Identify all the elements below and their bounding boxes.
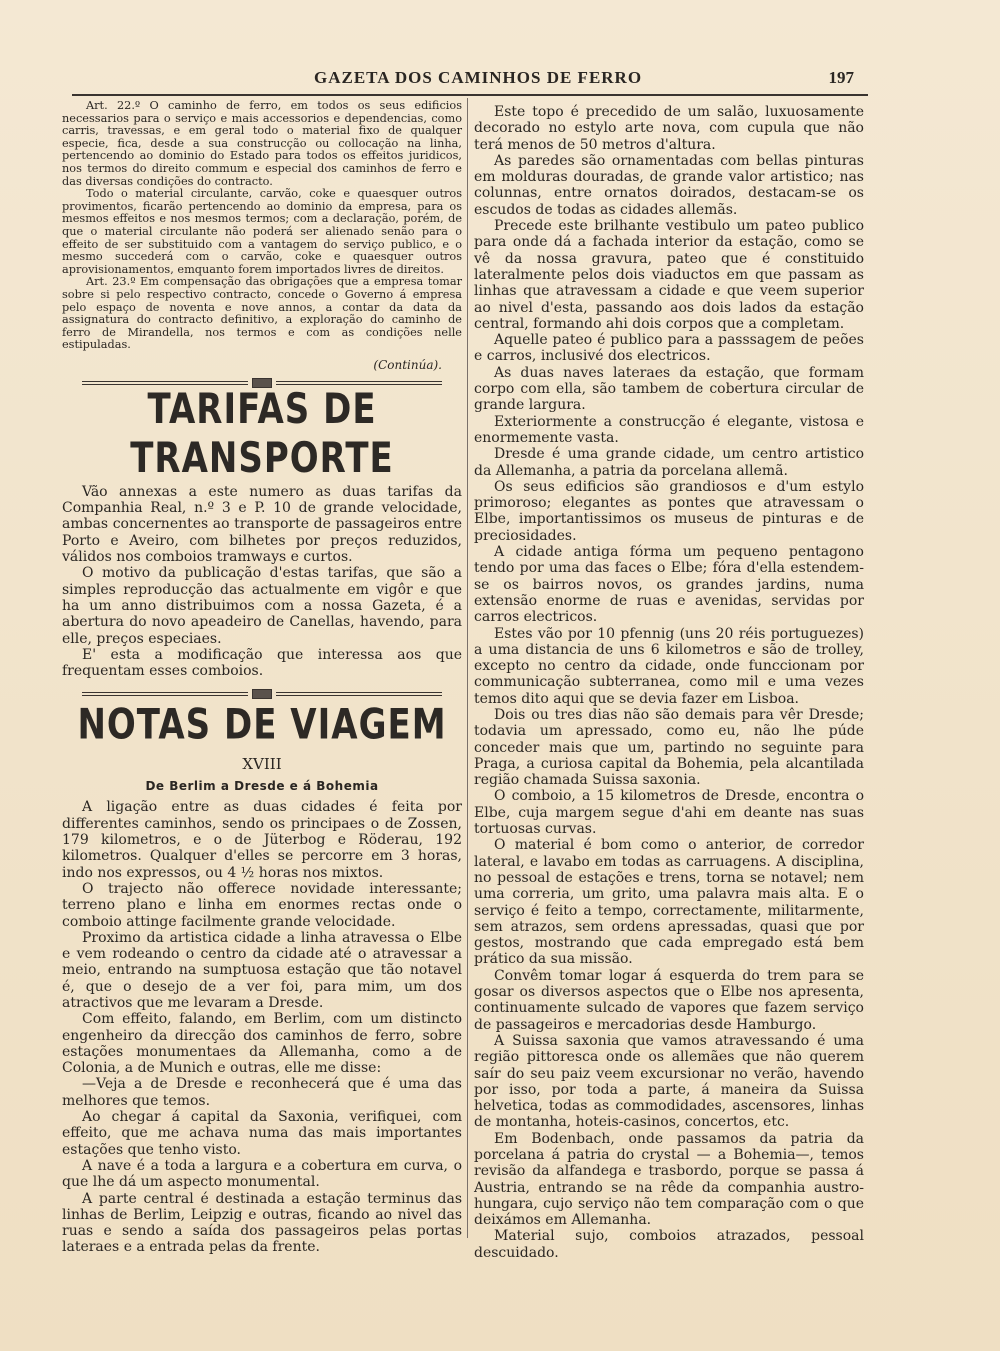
article-paragraph: Aquelle pateo é publico para a passsagem de peões e carros, inclusivé dos electricos. — [474, 332, 864, 365]
article-paragraph: As duas naves lateraes da estação, que formam corpo com ella, são tambem de cobertura circular de grande largura. — [474, 364, 864, 414]
article-paragraph: Ao chegar á capital da Saxonia, verifiquei, com effeito, que me achava numa das mais importantes estações que tenho visto. — [62, 1109, 462, 1158]
right-column — [474, 104, 864, 1261]
article-paragraph: Precede este brilhante vestibulo um pateo publico para onde dá a fachada interior da estação, como se vê da nossa gravura, pateo que é constituido lateralmente pelos dois viaductos em que passam as linhas que atravessam a cidade e que veem superior ao nivel d'esta, passando aos dois lados da estação central, formando ahi dois corpos que a completam. — [474, 218, 864, 332]
article-paragraph: O trajecto não offerece novidade interessante; terreno plano e linha em enormes rectas onde o comboio attinge facilmente grande velocidade. — [62, 880, 462, 930]
tarifas-article — [62, 484, 462, 680]
article-paragraph: Convêm tomar logar á esquerda do trem para se gosar os diversos aspectos que o Elbe nos apresenta, continuamente sulcado de vapores que fazem serviço de passageiros e mercadorias desde Hamburgo. — [474, 967, 864, 1033]
article-paragraph: O material é bom como o anterior, de corredor lateral, e lavabo em todas as carruagens. A disciplina, no pessoal de estações e trens, torna se notavel; nem uma correria, um grito, uma palavra mais alta. E o serviço é feito a tempo, correctamente, militarmente, sem atrazos, sem ordens apressadas, quasi que por gestos, mostrando que cada empregado está bem prático da sua missão. — [474, 837, 864, 968]
tarifas-headline: TARIFAS DE TRANSPORTE — [130, 385, 394, 483]
article-paragraph: As paredes são ornamentadas com bellas pinturas em molduras douradas, de grande valor artistico; nas colunnas, entre ornatos doirados, destacam-se os escudos de todas as cidades allemãs. — [474, 152, 864, 218]
left-column — [62, 100, 462, 1256]
article-paragraph: Com effeito, falando, em Berlim, com um distincto engenheiro da direcção dos caminhos de ferro, sobre estações monumentaes da Allemanha, como a de Colonia, a de Munich e outras, elle me disse: — [62, 1011, 462, 1077]
article-paragraph: Todo o material circulante, carvão, coke e quaesquer outros provimentos, ficarão pertencendo ao dominio da empresa, para os mesmos effeitos e nos mesmos termos; com a declaração, porém, de que o material circulante não poderá ser alienado senão para o effeito de ser substituido com a vantagem do serviço publico, e o mesmo succederá com o carvão, coke e quaesquer outros aprovisionamentos, emquanto forem importados livres de direitos. — [62, 187, 462, 276]
section-ornament — [82, 689, 442, 699]
notas-article — [62, 799, 462, 1255]
article-paragraph: Este topo é precedido de um salão, luxuosamente decorado no estylo arte nova, com cupula que não terá menos de 50 metros d'altura. — [474, 104, 864, 153]
article-paragraph: Vão annexas a este numero as duas tarifas da Companhia Real, n.º 3 e P. 10 de grande velocidade, ambas concernentes ao transporte de passageiros entre Porto e Aveiro, com bilhetes por preços reduzidos, válidos nos comboios tramways e curtos. — [62, 483, 462, 566]
article-paragraph: Estes vão por 10 pfennig (uns 20 réis portuguezes) a uma distancia de uns 6 kilometros e são de trolley, excepto no centro da cidade, onde funccionam por communicação subterranea, como mil e uma vezes temos dito aqui que se devia fazer em Lisboa. — [474, 625, 864, 707]
article-paragraph: A Suissa saxonia que vamos atravessando é uma região pittoresca onde os allemães que não querem saír do seu paiz veem excursionar no verão, havendo por isso, por toda a parte, á maneira da Suissa helvetica, todas as commodidades, ascensores, linhas de montanha, hoteis-casinos, concertos, etc. — [474, 1032, 864, 1131]
article-paragraph: Dresde é uma grande cidade, um centro artistico da Allemanha, a patria da porcelana allemã. — [474, 446, 864, 479]
article-paragraph: A cidade antiga fórma um pequeno pentagono tendo por uma das faces o Elbe; fóra d'ella estendem-se os bairros novos, os grandes jardins, numa extensão enorme de ruas e avenidas, servidas por carros electricos. — [474, 544, 864, 626]
article-paragraph: Dois ou tres dias não são demais para vêr Dresde; todavia um apressado, como eu, não lhe púde conceder mais que um, partindo no seguinte para Praga, a curiosa capital da Bohemia, pela alcantilada região chamada Suissa saxonia. — [474, 706, 864, 789]
article-paragraph: Material sujo, comboios atrazados, pessoal descuidado. — [474, 1228, 864, 1261]
journal-title: GAZETA DOS CAMINHOS DE FERRO — [314, 68, 643, 87]
column-divider — [467, 98, 468, 1238]
page-header — [72, 66, 868, 96]
continued-note: (Continúa). — [373, 357, 442, 372]
article-paragraph: Os seus edificios são grandiosos e d'um estylo primoroso; elegantes as pontes que atravessam o Elbe, importantissimos os museus de pinturas e de preciosidades. — [474, 478, 864, 544]
article-paragraph: Proximo da artistica cidade a linha atravessa o Elbe e vem rodeando o centro da cidade até o atravessar a meio, entrando na sumptuosa estação que tão notavel é, que o desejo de a ver foi, para mim, um dos atractivos que me levaram a Dresde. — [62, 929, 462, 1011]
article-paragraph: Em Bodenbach, onde passamos da patria da porcelana á patria do crystal — a Bohemia—, temos revisão da alfandega e trasbordo, porque se passa á Austria, entrando se na rêde da companhia austro-hungara, cujo serviço não tem comparação com o que deixámos em Allemanha. — [474, 1130, 864, 1229]
notas-subtitle: De Berlim a Dresde e á Bohemia — [145, 779, 379, 794]
article-paragraph: Art. 23.º Em compensação das obrigações que a empresa tomar sobre si pelo respectivo contracto, concede o Governo á empresa pelo espaço de noventa e nove annos, a contar da data da assignatura do contracto definitivo, a exploração do caminho de ferro de Mirandella, nos termos e com as condições nelle estipuladas. — [62, 275, 462, 352]
article-paragraph: E' esta a modificação que interessa aos que frequentam esses comboios. — [62, 646, 462, 680]
article-paragraph: —Veja a de Dresde e reconhecerá que é uma das melhores que temos. — [62, 1076, 462, 1109]
article-paragraph: A parte central é destinada a estação terminus das linhas de Berlim, Leipzig e outras, ficando ao nivel das ruas e sendo a saída dos passageiros pelas portas lateraes e a entrada pelas da frente. — [62, 1190, 462, 1256]
page-number: 197 — [828, 68, 854, 87]
notas-headline: NOTAS DE VIAGEM — [77, 701, 447, 750]
legal-articles — [62, 100, 462, 352]
article-paragraph: A ligação entre as duas cidades é feita por differentes caminhos, sendo os principaes o de Zossen, 179 kilometros, e o de Jüterbog e Röderau, 192 kilometros. Qualquer d'elles se percorre em 3 horas, indo nos expressos, ou 4 ½ horas nos mixtos. — [62, 799, 462, 881]
article-paragraph: A nave é a toda a largura e a cobertura em curva, o que lhe dá um aspecto monumental. — [62, 1157, 462, 1191]
article-paragraph: O motivo da publicação d'estas tarifas, que são a simples reproducção das actualmente em vigôr e que ha um anno distribuimos com a nossa Gazeta, é a abertura do novo apeadeiro de Canellas, havendo, para elle, preços especiaes. — [62, 565, 462, 647]
article-paragraph: O comboio, a 15 kilometros de Dresde, encontra o Elbe, cuja margem segue d'ahi em deante nas suas tortuosas curvas. — [474, 788, 864, 838]
notas-number: XVIII — [242, 755, 282, 774]
article-paragraph: Exteriormente a construcção é elegante, vistosa e enormemente vasta. — [474, 413, 864, 446]
article-paragraph: Art. 22.º O caminho de ferro, em todos os seus edificios necessarios para o serviço e mais accessorios e dependencias, como carris, travessas, e em geral todo o material fixo de qualquer especie, fica, desde a sua construcção ou collocação na linha, pertencendo ao dominio do Estado para todos os effeitos juridicos, nos termos do direito commum e especial dos caminhos de ferro e das diversas condições do contracto. — [62, 99, 462, 188]
